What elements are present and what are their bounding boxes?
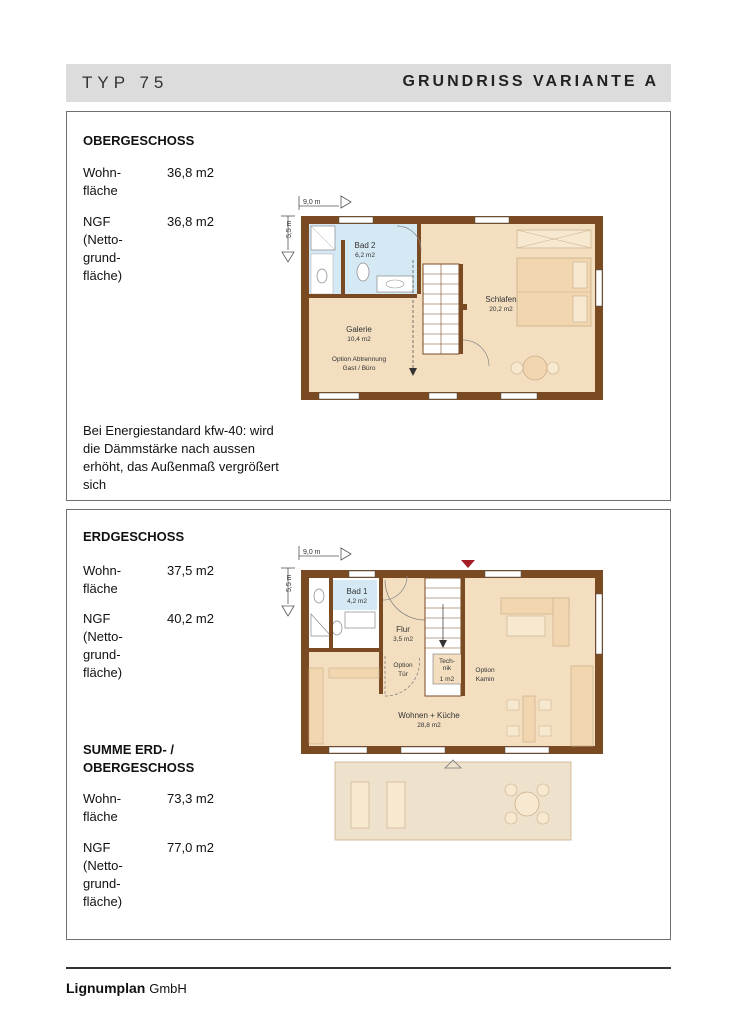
eg-dim-arrow-icon: [341, 548, 351, 560]
eg-toilet2-icon: [332, 621, 342, 635]
og-pillow-icon: [573, 262, 587, 288]
eg-kitchen-counter: [571, 666, 593, 746]
eg-bad1-name: Bad 1: [346, 587, 368, 596]
og-pillow2-icon: [573, 296, 587, 322]
eg-sink-icon: [345, 612, 375, 628]
eg-sunbed2-icon: [387, 782, 405, 828]
eg-title: ERDGESCHOSS: [83, 529, 185, 544]
og-option-text-1: Option Abtrennung: [331, 356, 387, 363]
footer-divider: [66, 967, 671, 969]
eg-dim-width: [299, 546, 351, 560]
og-dim-arrow-icon: [341, 196, 351, 208]
eg-flur-name: Flur: [396, 625, 410, 634]
og-dim-height: [281, 216, 295, 262]
summe-ngf-value: 77,0 m2: [167, 840, 214, 855]
eg-sofa-corner: [553, 598, 569, 646]
eg-ngf-value: 40,2 m2: [167, 611, 214, 626]
og-toilet-icon: [317, 269, 327, 283]
eg-option-tuer-1: Option: [393, 662, 413, 669]
header-bar: [66, 64, 671, 102]
eg-wardrobe: [309, 668, 323, 744]
eg-wohnflaeche-label: Wohn- fläche: [83, 563, 122, 596]
eg-dim-width-label: 9,0 m: [303, 549, 321, 556]
variant-label: GRUNDRISS VARIANTE A: [402, 73, 659, 90]
og-schlafen-name: Schlafen: [485, 295, 517, 304]
og-ngf-value: 36,8 m2: [167, 214, 214, 229]
eg-sunbed-icon: [351, 782, 369, 828]
eg-bad1-area: 4,2 m2: [347, 598, 367, 605]
eg-technik-area: 1 m2: [439, 676, 455, 683]
og-bad2-name: Bad 2: [354, 241, 376, 250]
og-galerie-name: Galerie: [346, 325, 372, 334]
eg-dim-arrow-down-icon: [282, 606, 294, 616]
eg-dim-height: [281, 568, 295, 616]
og-floor-plan: [279, 190, 609, 410]
og-dim-width-label: 9,0 m: [303, 199, 321, 206]
og-dim-width: [299, 196, 351, 210]
og-galerie-area: 10,4 m2: [347, 336, 371, 343]
eg-toilet-icon: [314, 589, 324, 603]
eg-option-tuer-2: Tür: [398, 671, 408, 678]
eg-technik-name: Tech-nik: [439, 658, 455, 672]
eg-wohnflaeche-value: 37,5 m2: [167, 563, 214, 578]
og-dim-arrow-down-icon: [282, 252, 294, 262]
erdgeschoss-panel: [66, 509, 671, 940]
og-schlafen-area: 20,2 m2: [489, 306, 513, 313]
entry-marker-icon: [461, 560, 475, 568]
eg-coffee-table: [507, 616, 545, 636]
og-ngf-label: NGF (Netto- grund- fläche): [83, 214, 123, 283]
company-footer: [66, 980, 187, 996]
eg-option-kamin-2: Kamin: [475, 676, 495, 683]
og-dim-height-label: 5,5 m: [286, 220, 293, 238]
og-toilet2-icon: [357, 263, 369, 281]
eg-wohnen-area: 28,8 m2: [417, 722, 441, 729]
summe-title: SUMME ERD- / OBERGESCHOSS: [83, 742, 195, 775]
eg-dim-height-label: 5,5 m: [286, 574, 293, 592]
eg-floor-plan: [279, 546, 609, 846]
type-label: TYP 75: [82, 73, 169, 92]
eg-dining-table: [523, 696, 535, 742]
og-title: OBERGESCHOSS: [83, 133, 195, 148]
summe-wohnflaeche-value: 73,3 m2: [167, 791, 214, 806]
og-wohnflaeche-value: 36,8 m2: [167, 165, 214, 180]
og-option-text-2: Gast / Büro: [342, 365, 376, 372]
company-suffix: GmbH: [149, 981, 187, 996]
og-round-table-icon: [523, 356, 547, 380]
og-bad2-area: 6,2 m2: [355, 252, 375, 259]
eg-option-kamin-1: Option: [475, 667, 495, 674]
eg-ngf-label: NGF (Netto- grund- fläche): [83, 611, 123, 680]
og-energy-note: Bei Energiestandard kfw-40: wird die Dämmstärke nach aussen erhöht, das Außenmaß vergrößert sich: [83, 423, 279, 492]
company-name: Lignumplan: [66, 980, 146, 996]
summe-wohnflaeche-label: Wohn- fläche: [83, 791, 122, 824]
eg-flur-area: 3,5 m2: [393, 636, 413, 643]
obergeschoss-panel: [66, 111, 671, 501]
eg-terrace-table-icon: [515, 792, 539, 816]
og-wohnflaeche-label: Wohn- fläche: [83, 165, 122, 198]
summe-ngf-label: NGF (Netto- grund- fläche): [83, 840, 123, 909]
eg-wohnen-name: Wohnen + Küche: [398, 711, 460, 720]
